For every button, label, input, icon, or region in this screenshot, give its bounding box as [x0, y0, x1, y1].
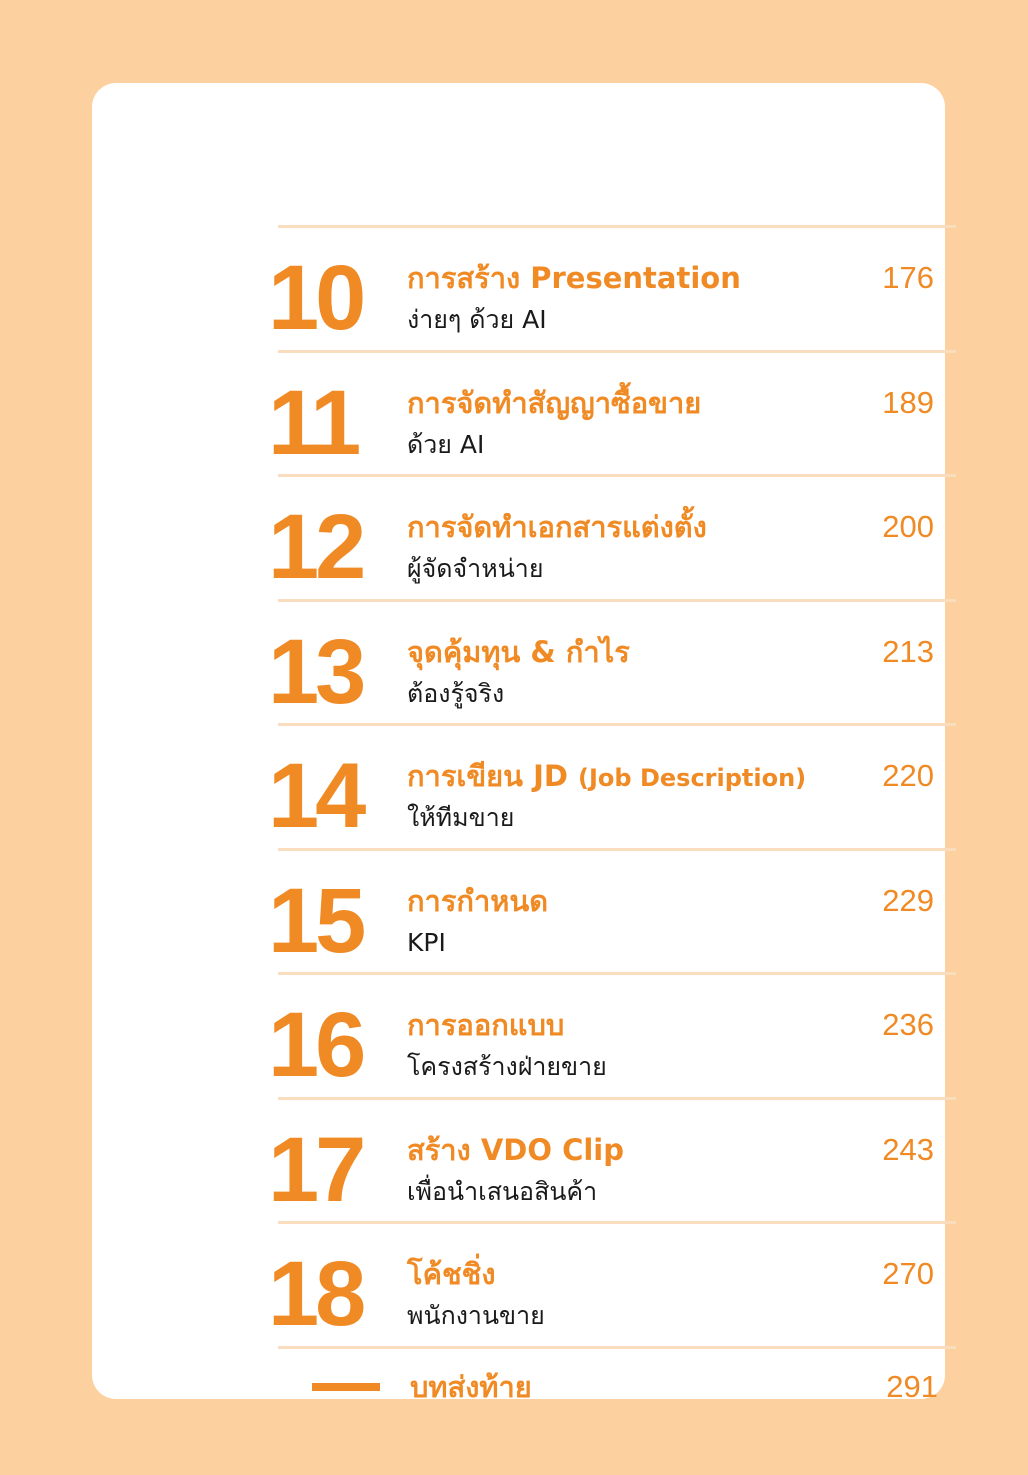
page-number: 200: [882, 509, 934, 544]
chapter-title: [407, 509, 707, 547]
table-of-contents: [268, 225, 956, 1429]
page-number: 189: [882, 384, 934, 420]
chapter-title-text: การสร้าง Presentation: [407, 261, 741, 295]
chapter-title: [407, 385, 701, 423]
epilogue-title: บทส่งท้าย: [410, 1369, 532, 1404]
chapter-title-small: (Job Description): [578, 764, 807, 792]
page-number: 270: [882, 1256, 934, 1291]
chapter-subtitle: พนักงานขาย: [407, 1301, 545, 1330]
chapter-title-text: โค้ชชิ่ง: [407, 1257, 496, 1291]
chapter-number: 15: [268, 869, 363, 972]
chapter-title-text: การเขียน JD: [407, 759, 579, 793]
chapter-number: 18: [268, 1243, 363, 1345]
toc-entry-epilogue[interactable]: [278, 1349, 956, 1429]
chapter-number: 14: [268, 745, 363, 847]
toc-entry[interactable]: [268, 726, 956, 848]
page-number: 176: [882, 260, 934, 295]
chapter-title-text: การจัดทำสัญญาซื้อขาย: [407, 385, 702, 420]
toc-entry[interactable]: [268, 353, 956, 475]
toc-entry[interactable]: [268, 228, 956, 350]
page-number: 291: [886, 1368, 938, 1404]
chapter-title-text: การกำหนด: [407, 883, 549, 918]
dash-marker: [312, 1383, 380, 1391]
chapter-number: 16: [268, 994, 363, 1096]
toc-entry[interactable]: [268, 1224, 956, 1346]
page-number: 236: [882, 1007, 934, 1042]
chapter-title-text: สร้าง VDO Clip: [407, 1132, 625, 1167]
chapter-subtitle: ต้องรู้จริง: [407, 678, 505, 708]
toc-entry[interactable]: [268, 602, 956, 724]
toc-card: [92, 83, 945, 1404]
chapter-title: [407, 1132, 624, 1170]
chapter-subtitle: เพื่อนำเสนอสินค้า: [407, 1176, 598, 1206]
chapter-subtitle: ผู้จัดจำหน่าย: [407, 554, 544, 583]
chapter-title-text: การออกแบบ: [407, 1008, 565, 1042]
toc-entry[interactable]: [268, 851, 956, 973]
chapter-title: [407, 1256, 496, 1294]
chapter-number: 13: [268, 620, 363, 723]
toc-entry[interactable]: [268, 477, 956, 599]
chapter-subtitle: ด้วย AI: [407, 429, 485, 459]
page-number: 243: [882, 1131, 934, 1167]
chapter-number: 12: [268, 496, 363, 598]
chapter-title-text: จุดคุ้มทุน & กำไร: [407, 634, 630, 669]
chapter-title: [407, 1007, 564, 1045]
chapter-subtitle: KPI: [407, 927, 446, 957]
chapter-title: [407, 758, 806, 796]
chapter-number: 17: [268, 1118, 363, 1221]
chapter-subtitle: โครงสร้างฝ่ายขาย: [407, 1052, 607, 1081]
chapter-title-text: การจัดทำเอกสารแต่งตั้ง: [407, 510, 707, 544]
page-number: 229: [882, 882, 934, 918]
page-number: 220: [882, 758, 934, 793]
page-number: 213: [882, 633, 934, 669]
chapter-title: [407, 883, 548, 921]
chapter-number: 10: [268, 247, 363, 349]
chapter-number: 11: [268, 371, 358, 474]
chapter-title: [407, 634, 630, 672]
toc-entry[interactable]: [268, 975, 956, 1097]
toc-entry[interactable]: [268, 1100, 956, 1222]
chapter-subtitle: ให้ทีมขาย: [407, 803, 515, 832]
chapter-subtitle: ง่ายๆ ด้วย AI: [407, 305, 547, 334]
chapter-title: [407, 260, 741, 298]
